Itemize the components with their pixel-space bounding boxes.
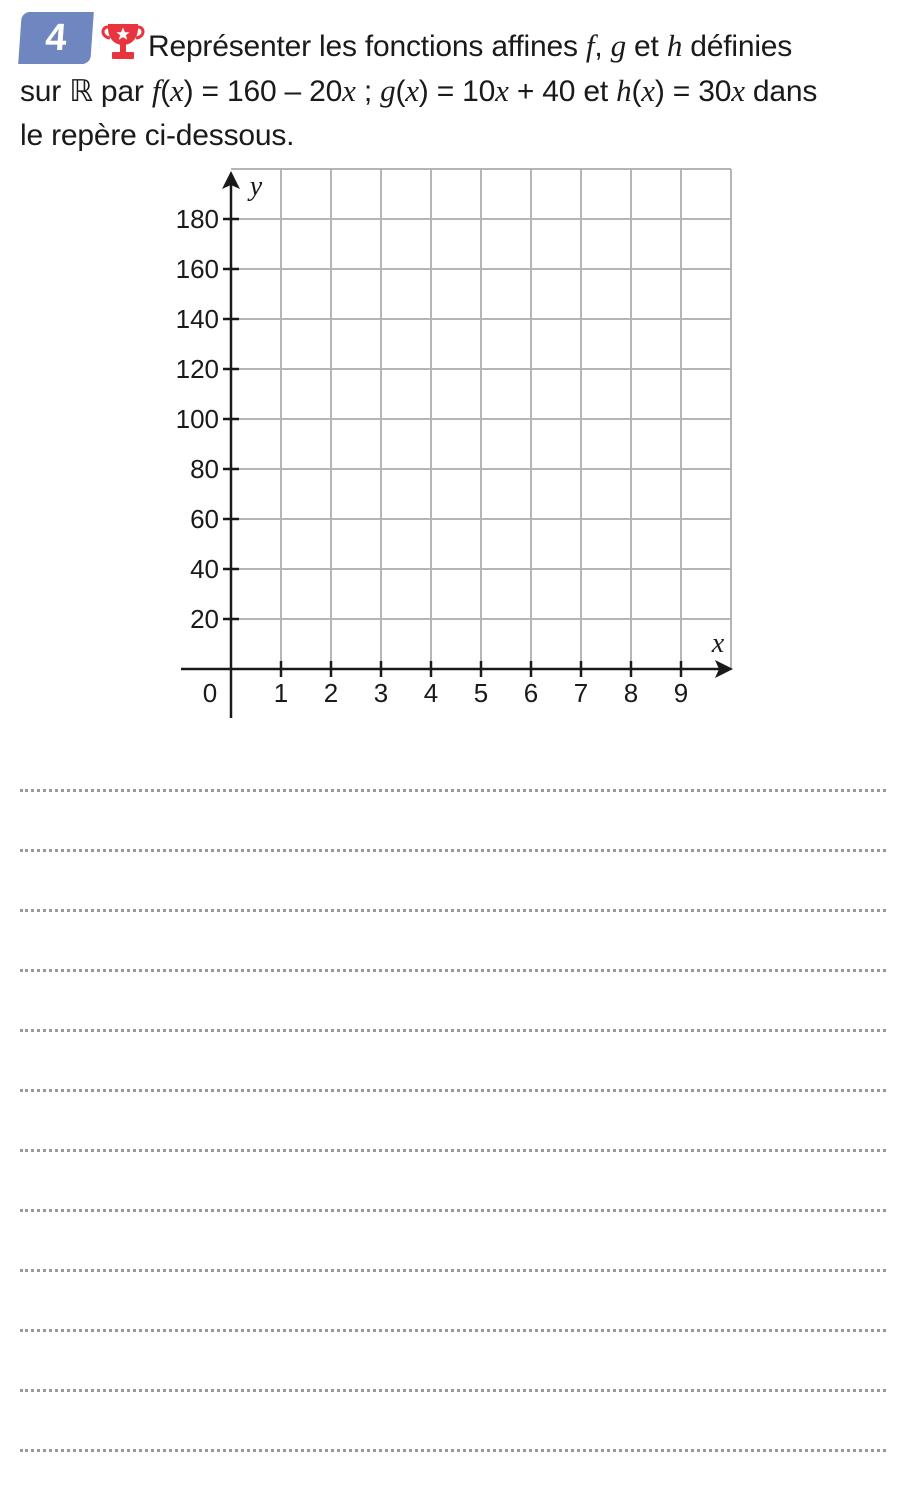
y-axis-label: y bbox=[249, 171, 263, 202]
function-name-f: f bbox=[585, 28, 595, 63]
statement-text: Représenter les fonctions affines bbox=[148, 30, 586, 63]
f-definition-variable: x bbox=[170, 73, 184, 108]
exercise-number-badge: 4 bbox=[18, 12, 94, 64]
g-definition-variable: x bbox=[405, 73, 419, 108]
statement-text: sur bbox=[20, 75, 70, 108]
answer-line[interactable] bbox=[20, 1389, 886, 1392]
answer-line[interactable] bbox=[20, 969, 886, 972]
y-tick-label: 20 bbox=[190, 604, 219, 634]
g-definition-expression: + 40 et bbox=[508, 75, 617, 108]
answer-line[interactable] bbox=[20, 1329, 886, 1332]
y-tick-label: 160 bbox=[175, 254, 219, 284]
y-tick-label: 80 bbox=[190, 454, 219, 484]
function-name-g: g bbox=[610, 28, 626, 63]
f-definition-expression: ) = 160 – 20 bbox=[183, 75, 343, 108]
x-tick-label: 8 bbox=[623, 678, 639, 708]
h-definition-variable: x bbox=[731, 73, 745, 108]
function-name-h: h bbox=[666, 28, 683, 63]
y-tick-label: 100 bbox=[175, 404, 219, 434]
x-tick-label: 9 bbox=[673, 678, 689, 708]
x-tick-label: 4 bbox=[423, 678, 439, 708]
answer-lines bbox=[20, 789, 886, 1509]
y-tick-label: 120 bbox=[175, 354, 219, 384]
answer-line[interactable] bbox=[20, 849, 886, 852]
answer-line[interactable] bbox=[20, 909, 886, 912]
f-definition-variable: x bbox=[342, 73, 356, 108]
h-definition-name: h bbox=[616, 73, 632, 108]
statement-text: par bbox=[92, 75, 152, 108]
g-definition-variable: x bbox=[495, 73, 509, 108]
x-axis-label: x bbox=[711, 628, 725, 659]
g-definition-paren: ( bbox=[395, 75, 406, 108]
y-tick-label: 60 bbox=[190, 504, 219, 534]
answer-line[interactable] bbox=[20, 1269, 886, 1272]
answer-line[interactable] bbox=[20, 1449, 886, 1452]
h-definition-expression: ) = 30 bbox=[654, 75, 732, 108]
x-tick-label: 2 bbox=[323, 678, 339, 708]
answer-line[interactable] bbox=[20, 789, 886, 792]
f-definition-name: f bbox=[151, 73, 161, 108]
origin-label: 0 bbox=[202, 678, 218, 708]
y-tick-label: 40 bbox=[190, 554, 219, 584]
x-tick-label: 7 bbox=[573, 678, 589, 708]
separator: ; bbox=[355, 75, 381, 108]
answer-line[interactable] bbox=[20, 1089, 886, 1092]
h-definition-paren: ( bbox=[631, 75, 642, 108]
g-definition-name: g bbox=[380, 73, 396, 108]
reals-symbol: ℝ bbox=[69, 74, 93, 109]
answer-line[interactable] bbox=[20, 1209, 886, 1212]
g-definition-expression: ) = 10 bbox=[418, 75, 496, 108]
answer-line[interactable] bbox=[20, 1149, 886, 1152]
f-definition-paren: ( bbox=[160, 75, 171, 108]
answer-line[interactable] bbox=[20, 1029, 886, 1032]
x-tick-label: 3 bbox=[373, 678, 389, 708]
statement-text: définies bbox=[682, 30, 793, 63]
statement-text: dans bbox=[744, 75, 818, 108]
y-tick-label: 180 bbox=[175, 204, 219, 234]
y-tick-label: 140 bbox=[175, 304, 219, 334]
h-definition-variable: x bbox=[641, 73, 655, 108]
conjunction: et bbox=[625, 30, 667, 63]
x-tick-label: 6 bbox=[523, 678, 539, 708]
x-tick-label: 5 bbox=[473, 678, 489, 708]
separator: , bbox=[594, 30, 611, 63]
statement-text: le repère ci-dessous. bbox=[20, 119, 295, 152]
x-tick-label: 1 bbox=[273, 678, 289, 708]
coordinate-grid bbox=[0, 0, 902, 740]
